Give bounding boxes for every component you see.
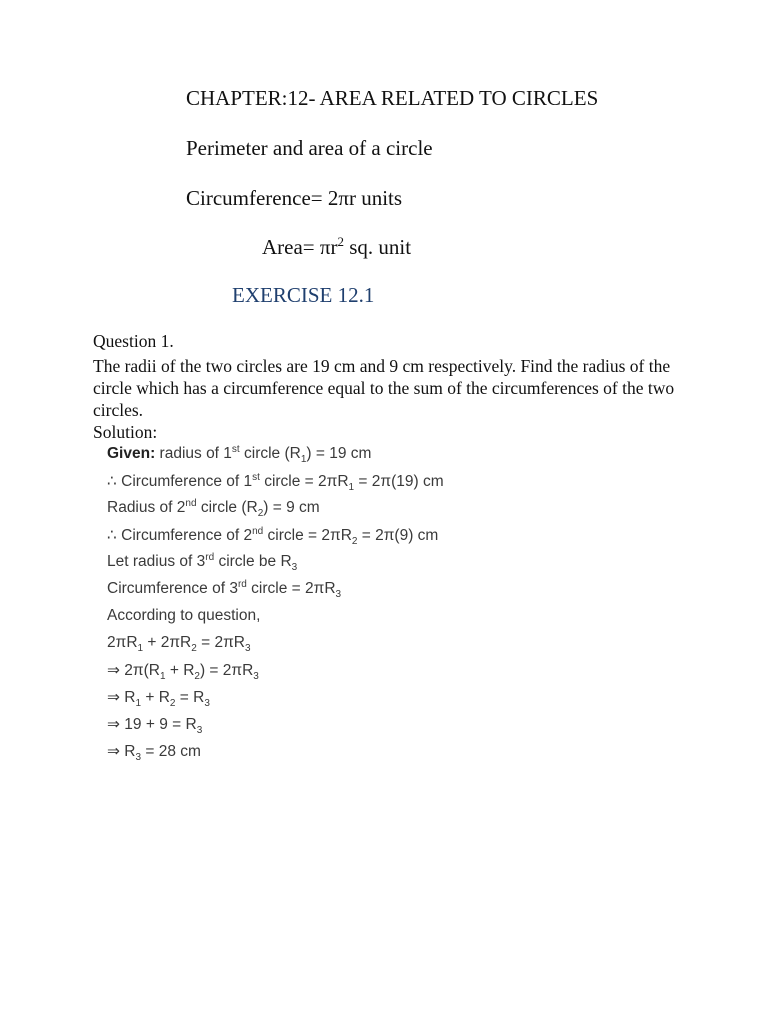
solution-text: ⇒ 2π(R bbox=[107, 662, 160, 679]
solution-text: = 2πR bbox=[196, 634, 246, 651]
solution-text: + R bbox=[141, 689, 170, 706]
superscript: rd bbox=[205, 552, 215, 563]
area-formula bbox=[262, 234, 411, 260]
solution-text: ) = 19 cm bbox=[306, 445, 372, 462]
solution-line-12 bbox=[107, 742, 201, 761]
subscript: 3 bbox=[335, 589, 342, 600]
solution-text: ) = 9 cm bbox=[263, 499, 320, 516]
given-label: Given: bbox=[107, 445, 156, 462]
topic-heading: Perimeter and area of a circle bbox=[186, 136, 433, 160]
solution-text: ∴ Circumference of 1 bbox=[107, 473, 253, 490]
solution-text: circle = 2πR bbox=[246, 580, 336, 597]
subscript: 2 bbox=[351, 536, 358, 547]
subscript: 3 bbox=[135, 752, 142, 763]
subscript: 2 bbox=[191, 643, 197, 654]
solution-line-10 bbox=[107, 688, 210, 707]
solution-line-9 bbox=[107, 661, 259, 680]
subscript: 2 bbox=[194, 671, 200, 682]
solution-line-7 bbox=[107, 607, 260, 625]
solution-text: = 2π(19) cm bbox=[354, 473, 444, 490]
solution-text: = 28 cm bbox=[141, 743, 201, 760]
subscript: 3 bbox=[204, 698, 210, 709]
exercise-heading: EXERCISE 12.1 bbox=[232, 283, 375, 307]
superscript: st bbox=[231, 444, 240, 455]
circumference-formula: Circumference= 2πr units bbox=[186, 186, 403, 210]
area-formula-prefix: Area= πr bbox=[262, 235, 338, 259]
solution-text: + R bbox=[165, 662, 195, 679]
subscript: 2 bbox=[169, 698, 176, 709]
solution-line-4 bbox=[107, 526, 438, 545]
solution-text: = R bbox=[175, 689, 205, 706]
solution-line-3 bbox=[107, 499, 320, 517]
subscript: 3 bbox=[253, 671, 259, 682]
solution-text: ⇒ R bbox=[107, 689, 136, 706]
solution-text: 2πR bbox=[107, 634, 138, 651]
solution-text: circle be R bbox=[214, 553, 292, 570]
solution-text: Let radius of 3 bbox=[107, 553, 206, 570]
subscript: 3 bbox=[291, 562, 298, 573]
superscript: nd bbox=[252, 526, 264, 537]
solution-text: radius of 1 bbox=[155, 445, 232, 462]
solution-line-1 bbox=[107, 445, 371, 463]
subscript: 1 bbox=[159, 671, 166, 682]
solution-text: According to question, bbox=[107, 607, 261, 624]
solution-text: ⇒ 19 + 9 = R bbox=[107, 716, 197, 733]
solution-text: Radius of 2 bbox=[107, 499, 186, 516]
solution-text: ) = 2πR bbox=[199, 662, 254, 679]
chapter-title: CHAPTER:12- AREA RELATED TO CIRCLES bbox=[186, 86, 599, 110]
question-label: Question 1. bbox=[93, 331, 174, 351]
solution-line-5 bbox=[107, 553, 297, 571]
solution-label: Solution: bbox=[93, 422, 158, 442]
solution-text: ∴ Circumference of 2 bbox=[107, 527, 253, 544]
area-formula-suffix: sq. unit bbox=[344, 235, 412, 259]
solution-text: + 2πR bbox=[143, 634, 192, 651]
solution-text: circle (R bbox=[239, 445, 301, 462]
solution-line-6 bbox=[107, 580, 341, 598]
solution-line-2 bbox=[107, 472, 444, 491]
subscript: 1 bbox=[137, 643, 144, 654]
superscript: st bbox=[252, 472, 260, 483]
solution-text: ⇒ R bbox=[107, 743, 136, 760]
solution-text: circle = 2πR bbox=[263, 527, 352, 544]
solution-text: circle = 2πR bbox=[259, 473, 349, 490]
subscript: 2 bbox=[257, 508, 264, 519]
solution-line-8 bbox=[107, 634, 251, 652]
subscript: 3 bbox=[245, 643, 251, 654]
superscript: nd bbox=[185, 498, 197, 509]
superscript: rd bbox=[237, 579, 247, 590]
subscript: 3 bbox=[196, 725, 203, 736]
question-text: The radii of the two circles are 19 cm and 9 cm respectively. Find the radius of the circle which has a circumference equal to the sum of the circumferences of the two circles. bbox=[93, 356, 675, 420]
area-formula-exponent: 2 bbox=[337, 234, 344, 249]
solution-text: circle (R bbox=[196, 499, 258, 516]
subscript: 1 bbox=[348, 482, 355, 493]
solution-text: = 2π(9) cm bbox=[357, 527, 439, 544]
subscript: 1 bbox=[300, 454, 307, 465]
subscript: 1 bbox=[135, 698, 142, 709]
solution-line-11 bbox=[107, 715, 202, 734]
solution-text: Circumference of 3 bbox=[107, 580, 238, 597]
